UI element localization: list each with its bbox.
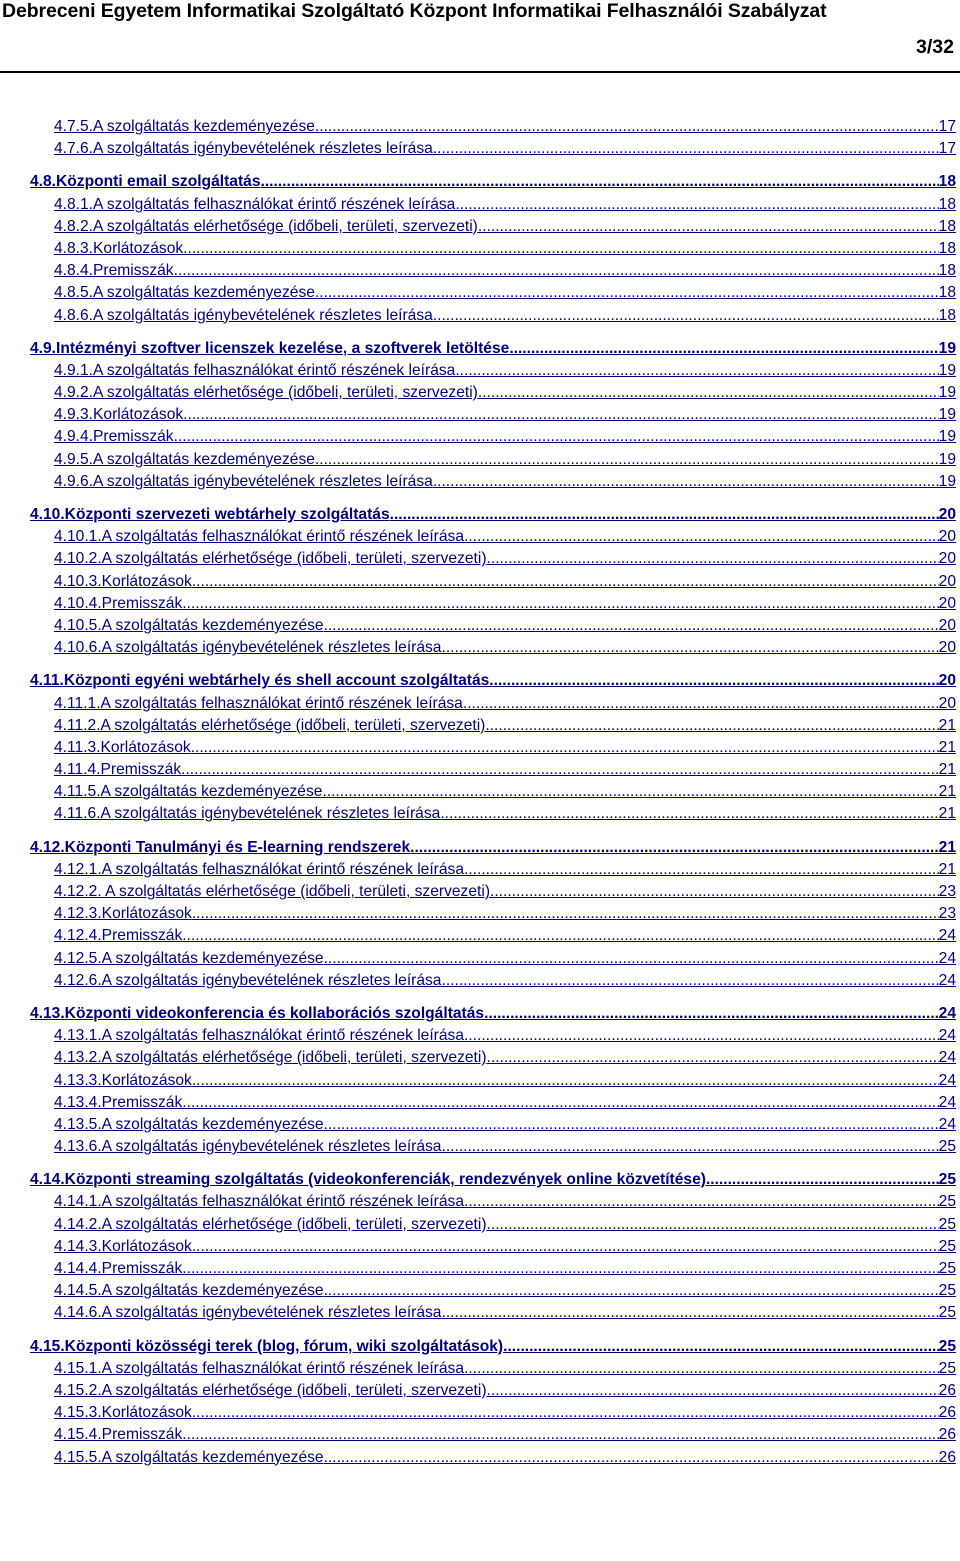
toc-dot-leader (315, 282, 939, 304)
toc-link[interactable] (54, 404, 956, 426)
toc-page-number: 24 (938, 1093, 956, 1111)
toc-link[interactable] (30, 670, 956, 692)
toc-dot-leader (455, 360, 938, 382)
toc-dot-leader (487, 1047, 939, 1069)
toc-subsection-entry (0, 1114, 960, 1136)
toc-section-entry (0, 504, 960, 526)
toc-page-number: 24 (938, 1071, 956, 1089)
toc-link[interactable] (54, 194, 956, 216)
toc-entry-title: 4.13.5.A szolgáltatás kezdeményezése (54, 1115, 324, 1133)
toc-page-number: 24 (938, 927, 956, 945)
toc-dot-leader (440, 803, 938, 825)
toc-section-entry (0, 670, 960, 692)
toc-page-number: 21 (938, 716, 956, 734)
toc-entry-title: 4.9.2.A szolgáltatás elérhetősége (időbeli, területi, szervezeti) (54, 384, 478, 402)
toc-link[interactable] (54, 759, 956, 781)
toc-subsection-entry (0, 1280, 960, 1302)
toc-subsection-entry (0, 471, 960, 493)
toc-link[interactable] (54, 925, 956, 947)
toc-entry-title: 4.8.5.A szolgáltatás kezdeményezése (54, 284, 315, 302)
toc-link[interactable] (54, 881, 956, 903)
toc-section-entry (0, 1003, 960, 1025)
toc-page-number: 23 (938, 883, 956, 900)
toc-dot-leader (182, 925, 938, 947)
toc-entry-title: 4.13.4.Premisszák (54, 1093, 183, 1111)
toc-dot-leader (324, 1280, 939, 1302)
document-title: Debreceni Egyetem Informatikai Szolgáltató Központ Informatikai Felhasználói Szabályzat (2, 0, 827, 22)
toc-dot-leader (464, 1191, 939, 1213)
toc-page-number: 21 (938, 805, 956, 823)
toc-dot-leader (487, 548, 939, 570)
toc-entry-title: 4.12.Központi Tanulmányi és E-learning rendszerek (30, 838, 411, 856)
toc-entry-title: 4.9.1.A szolgáltatás felhasználókat érintő részének leírása (54, 361, 456, 379)
toc-subsection-entry (0, 449, 960, 471)
toc-subsection-entry (0, 693, 960, 715)
toc-subsection-entry (0, 881, 960, 903)
toc-subsection-entry (0, 360, 960, 382)
toc-link[interactable] (54, 1070, 956, 1092)
toc-entry-title: 4.10.4.Premisszák (54, 594, 183, 612)
toc-entry-title: 4.8.6.A szolgáltatás igénybevételének részletes leírása (54, 306, 433, 324)
toc-subsection-entry (0, 1380, 960, 1402)
toc-dot-leader (478, 382, 939, 404)
toc-dot-leader (485, 715, 938, 737)
toc-link[interactable] (54, 615, 956, 637)
toc-entry-title: 4.9.6.A szolgáltatás igénybevételének részletes leírása (54, 472, 433, 490)
toc-page-number: 19 (938, 450, 956, 468)
toc-dot-leader (182, 1258, 938, 1280)
toc-entry-title: 4.15.5.A szolgáltatás kezdeményezése (54, 1448, 324, 1466)
toc-link[interactable] (54, 1025, 956, 1047)
toc-page-number: 17 (938, 118, 956, 135)
toc-subsection-entry (0, 548, 960, 570)
toc-dot-leader (441, 1302, 938, 1324)
toc-link[interactable] (54, 305, 956, 327)
toc-entry-title: 4.9.4.Premisszák (54, 428, 174, 446)
toc-link[interactable] (30, 1169, 956, 1191)
toc-dot-leader (192, 571, 939, 593)
toc-page-number: 21 (938, 738, 956, 756)
toc-page-number: 25 (938, 1237, 956, 1255)
toc-link[interactable] (30, 504, 956, 526)
toc-dot-leader (489, 670, 938, 692)
toc-entry-title: 4.14.1.A szolgáltatás felhasználókat érintő részének leírása (54, 1193, 465, 1211)
toc-link[interactable] (54, 803, 956, 825)
toc-link[interactable] (30, 1003, 956, 1025)
toc-subsection-entry (0, 1191, 960, 1213)
toc-page-number: 25 (938, 1337, 956, 1355)
toc-section-entry (0, 338, 960, 360)
toc-subsection-entry (0, 737, 960, 759)
toc-dot-leader (433, 138, 939, 160)
toc-page-number: 25 (938, 1215, 956, 1233)
toc-dot-leader (433, 471, 939, 493)
toc-entry-title: 4.12.4.Premisszák (54, 927, 183, 945)
toc-page-number: 21 (938, 761, 956, 779)
toc-link[interactable] (54, 449, 956, 471)
toc-entry-title: 4.15.3.Korlátozások (54, 1404, 192, 1422)
toc-entry-title: 4.10.2.A szolgáltatás elérhetősége (időbeli, területi, szervezeti) (54, 550, 487, 568)
toc-entry-title: 4.8.1.A szolgáltatás felhasználókat érintő részének leírása (54, 195, 456, 213)
toc-entry-title: 4.11.6.A szolgáltatás igénybevételének részletes leírása (54, 805, 441, 823)
toc-dot-leader (192, 1402, 939, 1424)
toc-dot-leader (322, 781, 938, 803)
toc-entry-title: 4.9.5.A szolgáltatás kezdeményezése (54, 450, 315, 468)
toc-subsection-entry (0, 615, 960, 637)
toc-dot-leader (441, 1136, 938, 1158)
toc-page-number: 18 (938, 195, 956, 213)
toc-subsection-entry (0, 426, 960, 448)
toc-entry-title: 4.14.2.A szolgáltatás elérhetősége (időbeli, területi, szervezeti) (54, 1215, 487, 1233)
toc-link[interactable] (30, 338, 956, 360)
toc-dot-leader (478, 216, 939, 238)
toc-link[interactable] (54, 948, 956, 970)
toc-dot-leader (324, 615, 939, 637)
toc-link[interactable] (54, 637, 956, 659)
toc-entry-title: 4.12.1.A szolgáltatás felhasználókat érintő részének leírása (54, 860, 465, 878)
toc-link[interactable] (54, 1380, 956, 1402)
toc-link[interactable] (54, 715, 956, 737)
toc-subsection-entry (0, 1070, 960, 1092)
toc-entry-title: 4.13.2.A szolgáltatás elérhetősége (időbeli, területi, szervezeti) (54, 1049, 487, 1067)
toc-page-number: 24 (938, 1004, 956, 1022)
toc-page-number: 26 (938, 1426, 956, 1444)
toc-subsection-entry (0, 925, 960, 947)
toc-link[interactable] (54, 1447, 956, 1469)
toc-entry-title: 4.10.5.A szolgáltatás kezdeményezése (54, 616, 324, 634)
toc-dot-leader (192, 903, 939, 925)
toc-dot-leader (433, 305, 939, 327)
toc-entry-title: 4.11.2.A szolgáltatás elérhetősége (időbeli, területi, szervezeti) (54, 716, 486, 734)
toc-dot-leader (324, 1114, 939, 1136)
toc-page-number: 20 (938, 528, 956, 546)
toc-page-number: 24 (938, 1049, 956, 1067)
toc-page-number: 18 (938, 217, 956, 235)
toc-subsection-entry (0, 970, 960, 992)
toc-page-number: 17 (938, 140, 956, 158)
page-header (0, 0, 960, 72)
toc-page-number: 25 (938, 1282, 956, 1300)
toc-entry-title: 4.9.3.Korlátozások (54, 406, 184, 424)
toc-dot-leader (261, 171, 939, 193)
toc-section-gap (0, 659, 960, 670)
toc-subsection-entry (0, 404, 960, 426)
toc-page-number: 21 (938, 783, 956, 801)
toc-page-number: 20 (938, 672, 956, 690)
toc-link[interactable] (54, 1191, 956, 1213)
toc-dot-leader (324, 948, 939, 970)
toc-page-number: 19 (938, 361, 956, 379)
toc-dot-leader (182, 593, 938, 615)
toc-subsection-entry (0, 1136, 960, 1158)
toc-entry-title: 4.13.6.A szolgáltatás igénybevételének részletes leírása (54, 1138, 442, 1156)
toc-entry-title: 4.12.3.Korlátozások (54, 905, 192, 923)
toc-page-number: 26 (938, 1381, 956, 1399)
toc-entry-title: 4.13.1.A szolgáltatás felhasználókat érintő részének leírása (54, 1027, 465, 1045)
toc-section-gap (0, 1325, 960, 1336)
toc-entry-title: 4.10.1.A szolgáltatás felhasználókat érintő részének leírása (54, 528, 465, 546)
toc-page-number: 21 (938, 838, 956, 856)
toc-page-number: 19 (938, 428, 956, 446)
toc-entry-title: 4.14.6.A szolgáltatás igénybevételének részletes leírása (54, 1304, 442, 1322)
toc-page-number: 18 (938, 239, 956, 257)
toc-subsection-entry (0, 194, 960, 216)
toc-page-number: 19 (938, 406, 956, 424)
toc-entry-title: 4.13.Központi videokonferencia és kollaborációs szolgáltatás (30, 1004, 485, 1022)
toc-section-gap (0, 992, 960, 1003)
toc-link[interactable] (54, 426, 956, 448)
toc-dot-leader (182, 1424, 938, 1446)
toc-link[interactable] (54, 260, 956, 282)
toc-entry-title: 4.12.2. A szolgáltatás elérhetősége (időbeli, területi, szervezeti) (54, 883, 491, 900)
toc-entry-title: 4.7.6.A szolgáltatás igénybevételének részletes leírása (54, 140, 433, 158)
toc-subsection-entry (0, 1402, 960, 1424)
toc-link[interactable] (54, 1302, 956, 1324)
toc-page-number: 25 (938, 1171, 956, 1189)
toc-page-number: 25 (938, 1359, 956, 1377)
toc-link[interactable] (54, 903, 956, 925)
toc-entry-title: 4.15.Központi közösségi terek (blog, fórum, wiki szolgáltatások) (30, 1337, 504, 1355)
toc-link[interactable] (54, 1236, 956, 1258)
toc-link[interactable] (54, 360, 956, 382)
toc-link[interactable] (54, 781, 956, 803)
toc-page-number: 24 (938, 1027, 956, 1045)
toc-link[interactable] (54, 1092, 956, 1114)
toc-subsection-entry (0, 948, 960, 970)
toc-page-number: 24 (938, 1115, 956, 1133)
toc-page-number: 23 (938, 905, 956, 923)
toc-section-gap (0, 327, 960, 338)
toc-link[interactable] (54, 593, 956, 615)
toc-page-number: 19 (938, 339, 956, 357)
toc-link[interactable] (54, 1214, 956, 1236)
toc-dot-leader (174, 426, 939, 448)
toc-dot-leader (191, 737, 939, 759)
toc-entry-title: 4.11.5.A szolgáltatás kezdeményezése (54, 783, 323, 801)
toc-link[interactable] (54, 471, 956, 493)
toc-entry-title: 4.14.5.A szolgáltatás kezdeményezése (54, 1282, 324, 1300)
toc-subsection-entry (0, 526, 960, 548)
toc-page-number: 21 (938, 860, 956, 878)
toc-entry-title: 4.13.3.Korlátozások (54, 1071, 192, 1089)
toc-dot-leader (183, 404, 938, 426)
toc-entry-title: 4.10.6.A szolgáltatás igénybevételének részletes leírása (54, 639, 442, 657)
toc-entry-title: 4.10.3.Korlátozások (54, 572, 192, 590)
toc-link[interactable] (54, 859, 956, 881)
toc-entry-title: 4.11.4.Premisszák (54, 761, 182, 779)
toc-entry-title: 4.15.4.Premisszák (54, 1426, 183, 1444)
toc-dot-leader (182, 1092, 938, 1114)
toc-page-number: 18 (938, 306, 956, 324)
toc-link[interactable] (54, 138, 956, 160)
toc-page-number: 20 (938, 572, 956, 590)
toc-link[interactable] (54, 1424, 956, 1446)
toc-section-entry (0, 171, 960, 193)
toc-entry-title: 4.11.3.Korlátozások (54, 738, 191, 756)
page-number: 3/32 (916, 36, 954, 58)
toc-subsection-entry (0, 1214, 960, 1236)
toc-subsection-entry (0, 1092, 960, 1114)
toc-link[interactable] (54, 1136, 956, 1158)
toc-subsection-entry (0, 138, 960, 160)
toc-dot-leader (464, 526, 939, 548)
toc-dot-leader (464, 1025, 939, 1047)
toc-subsection-entry (0, 1236, 960, 1258)
toc-page-number: 25 (938, 1260, 956, 1277)
toc-subsection-entry (0, 216, 960, 238)
toc-link[interactable] (30, 171, 956, 193)
toc-dot-leader (464, 859, 939, 881)
toc-subsection-entry (0, 1025, 960, 1047)
toc-subsection-entry (0, 571, 960, 593)
toc-subsection-entry (0, 593, 960, 615)
toc-dot-leader (192, 1070, 939, 1092)
toc-page-number: 18 (938, 262, 956, 280)
table-of-contents (0, 116, 960, 1469)
toc-link[interactable] (54, 116, 956, 138)
toc-dot-leader (464, 1358, 939, 1380)
toc-link[interactable] (54, 1114, 956, 1136)
toc-entry-title: 4.7.5.A szolgáltatás kezdeményezése (54, 118, 315, 135)
toc-page-number: 26 (938, 1404, 956, 1422)
toc-entry-title: 4.9.Intézményi szoftver licenszek kezelése, a szoftverek letöltése (30, 339, 510, 357)
toc-subsection-entry (0, 382, 960, 404)
toc-subsection-entry (0, 305, 960, 327)
toc-section-entry (0, 837, 960, 859)
toc-subsection-entry (0, 903, 960, 925)
toc-subsection-entry (0, 781, 960, 803)
toc-link[interactable] (54, 1402, 956, 1424)
toc-page-number: 19 (938, 472, 956, 490)
toc-subsection-entry (0, 1047, 960, 1069)
toc-entry-title: 4.12.5.A szolgáltatás kezdeményezése (54, 949, 324, 967)
toc-dot-leader (183, 238, 938, 260)
toc-link[interactable] (54, 1258, 956, 1280)
toc-entry-title: 4.8.Központi email szolgáltatás (30, 173, 261, 191)
toc-link[interactable] (54, 548, 956, 570)
toc-section-gap (0, 493, 960, 504)
toc-subsection-entry (0, 1358, 960, 1380)
toc-subsection-entry (0, 759, 960, 781)
toc-section-gap (0, 1158, 960, 1169)
toc-entry-title: 4.11.Központi egyéni webtárhely és shell account szolgáltatás (30, 672, 490, 690)
toc-entry-title: 4.8.3.Korlátozások (54, 239, 184, 257)
toc-page-number: 20 (938, 594, 956, 612)
toc-page-number: 20 (938, 639, 956, 657)
toc-page-number: 20 (938, 550, 956, 568)
toc-link[interactable] (54, 216, 956, 238)
toc-link[interactable] (54, 737, 956, 759)
toc-page-number: 18 (938, 173, 956, 191)
toc-dot-leader (463, 693, 939, 715)
toc-page-number: 20 (938, 694, 956, 712)
toc-subsection-entry (0, 238, 960, 260)
toc-dot-leader (706, 1169, 939, 1191)
toc-section-gap (0, 826, 960, 837)
toc-page-number: 25 (938, 1193, 956, 1211)
toc-subsection-entry (0, 1447, 960, 1469)
toc-link[interactable] (54, 693, 956, 715)
toc-page-number: 19 (938, 384, 956, 402)
toc-subsection-entry (0, 1302, 960, 1324)
toc-page-number: 20 (938, 506, 956, 523)
toc-page-number: 24 (938, 971, 956, 989)
toc-subsection-entry (0, 715, 960, 737)
toc-subsection-entry (0, 803, 960, 825)
toc-dot-leader (192, 1236, 939, 1258)
toc-link[interactable] (30, 1336, 956, 1358)
toc-dot-leader (490, 881, 939, 903)
toc-page-number: 18 (938, 284, 956, 302)
toc-subsection-entry (0, 260, 960, 282)
toc-entry-title: 4.8.4.Premisszák (54, 262, 174, 280)
toc-subsection-entry (0, 282, 960, 304)
toc-link[interactable] (30, 837, 956, 859)
toc-subsection-entry (0, 116, 960, 138)
toc-section-entry (0, 1336, 960, 1358)
toc-entry-title: 4.10.Központi szervezeti webtárhely szolgáltatás (30, 506, 390, 523)
toc-dot-leader (455, 194, 938, 216)
toc-subsection-entry (0, 859, 960, 881)
toc-dot-leader (484, 1003, 939, 1025)
toc-link[interactable] (54, 571, 956, 593)
toc-entry-title: 4.14.3.Korlátozások (54, 1237, 192, 1255)
toc-link[interactable] (54, 526, 956, 548)
toc-entry-title: 4.15.1.A szolgáltatás felhasználókat érintő részének leírása (54, 1359, 465, 1377)
header-divider (0, 71, 960, 73)
toc-link[interactable] (54, 238, 956, 260)
toc-entry-title: 4.11.1.A szolgáltatás felhasználókat érintő részének leírása (54, 694, 463, 712)
toc-entry-title: 4.15.2.A szolgáltatás elérhetősége (időbeli, területi, szervezeti) (54, 1381, 487, 1399)
toc-link[interactable] (54, 970, 956, 992)
toc-dot-leader (315, 449, 939, 471)
toc-section-entry (0, 1169, 960, 1191)
toc-dot-leader (487, 1380, 939, 1402)
toc-dot-leader (441, 637, 938, 659)
toc-page-number: 25 (938, 1138, 956, 1156)
toc-link[interactable] (54, 1280, 956, 1302)
toc-dot-leader (324, 1447, 939, 1469)
toc-page-number: 26 (938, 1448, 956, 1466)
toc-entry-title: 4.14.Központi streaming szolgáltatás (videokonferenciák, rendezvények online közvetítése) (30, 1171, 706, 1189)
toc-dot-leader (503, 1336, 939, 1358)
toc-dot-leader (509, 338, 938, 360)
toc-entry-title: 4.8.2.A szolgáltatás elérhetősége (időbeli, területi, szervezeti) (54, 217, 478, 235)
toc-section-gap (0, 160, 960, 171)
toc-link[interactable] (54, 382, 956, 404)
toc-dot-leader (390, 504, 939, 526)
toc-link[interactable] (54, 282, 956, 304)
toc-subsection-entry (0, 1424, 960, 1446)
toc-dot-leader (315, 116, 939, 138)
toc-link[interactable] (54, 1358, 956, 1380)
toc-page-number: 24 (938, 949, 956, 967)
toc-entry-title: 4.14.4.Premisszák (54, 1260, 183, 1277)
toc-page-number: 25 (938, 1304, 956, 1322)
toc-dot-leader (487, 1214, 939, 1236)
toc-subsection-entry (0, 637, 960, 659)
toc-subsection-entry (0, 1258, 960, 1280)
toc-entry-title: 4.12.6.A szolgáltatás igénybevételének részletes leírása (54, 971, 442, 989)
toc-page-number: 20 (938, 616, 956, 634)
toc-dot-leader (441, 970, 938, 992)
toc-link[interactable] (54, 1047, 956, 1069)
toc-dot-leader (174, 260, 939, 282)
toc-dot-leader (181, 759, 939, 781)
toc-dot-leader (410, 837, 939, 859)
